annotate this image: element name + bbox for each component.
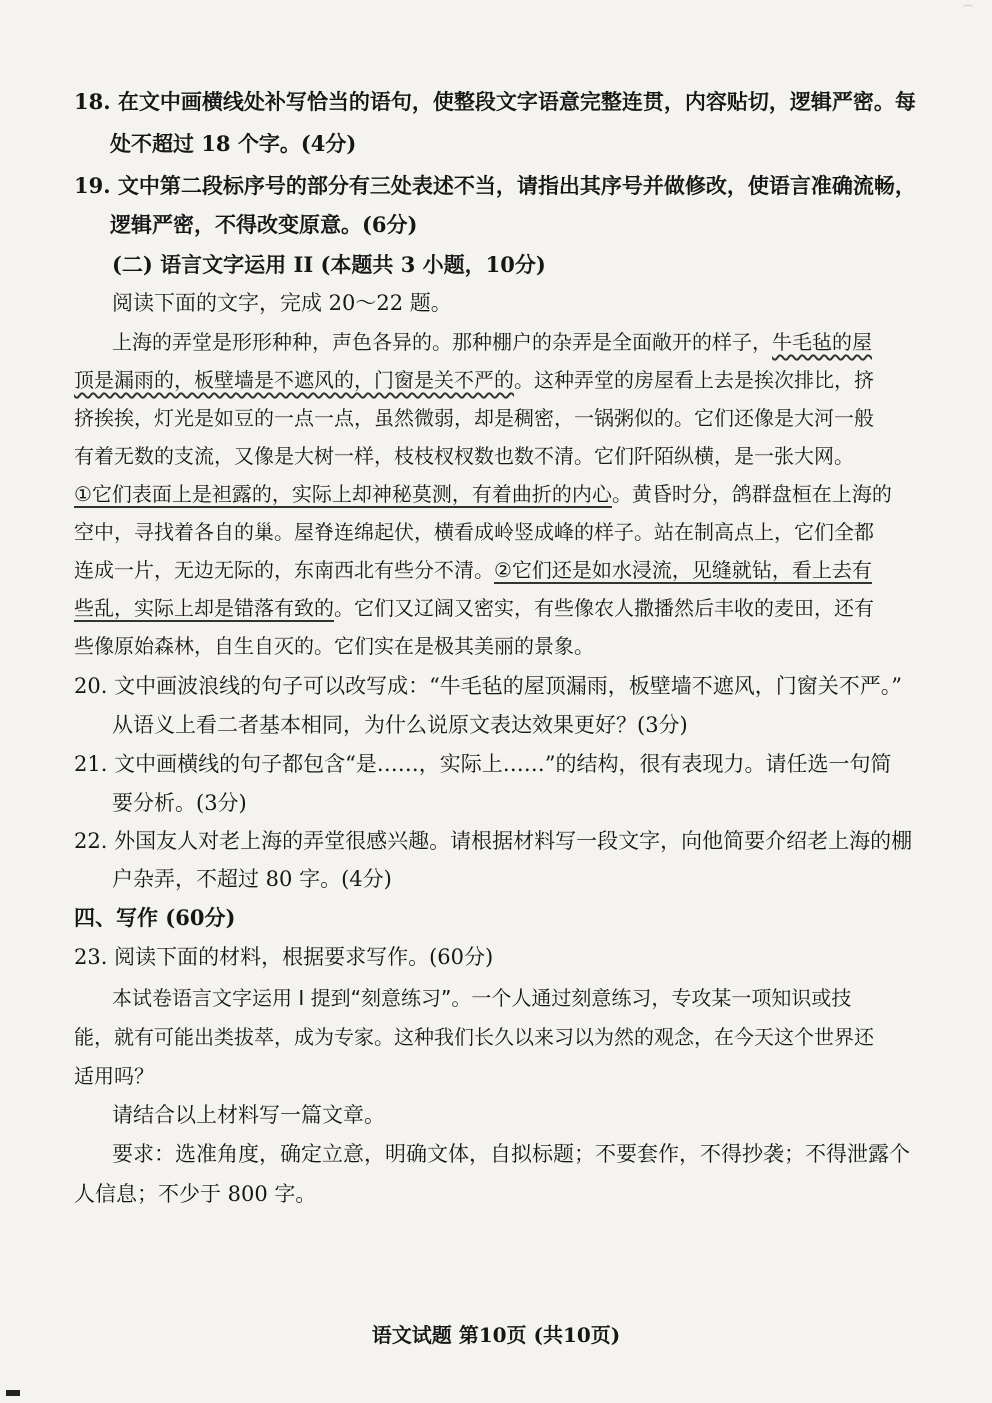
- underlined-sentence-1: ①它们表面上是袒露的，实际上却神秘莫测，有着曲折的内心: [74, 482, 612, 506]
- material-line2: 能，就有可能出类拔萃，成为专家。这种我们长久以来习以为然的观念，在今天这个世界还: [74, 1025, 874, 1049]
- passage-line4: 有着无数的支流，又像是大树一样，枝枝杈杈数也数不清。它们阡陌纵横，是一张大网。: [74, 444, 854, 468]
- q20-line2: 从语义上看二者基本相同，为什么说原文表达效果更好？(3分): [112, 713, 688, 737]
- q21-line2: 要分析。(3分): [112, 791, 247, 815]
- q21-line1: 21. 文中画横线的句子都包含“是……，实际上……”的结构，很有表现力。请任选一句简: [74, 752, 892, 776]
- passage-text: 。这种弄堂的房屋看上去是挨次排比，挤: [514, 368, 874, 392]
- passage-text: 连成一片，无边无际的，东南西北有些分不清。: [74, 558, 494, 582]
- passage-line1: [112, 328, 872, 356]
- passage-line2: [74, 366, 874, 394]
- material-line3: 适用吗？: [74, 1064, 154, 1088]
- passage-line3: 挤挨挨，灯光是如豆的一点一点，虽然微弱，却是稠密，一锅粥似的。它们还像是大河一般: [74, 406, 874, 430]
- passage-text: 。它们又辽阔又密实，有些像农人撒播然后丰收的麦田，还有: [334, 596, 874, 620]
- task-line3: 人信息；不少于 800 字。: [74, 1182, 317, 1206]
- q18-line1: 18. 在文中画横线处补写恰当的语句，使整段文字语意完整连贯，内容贴切，逻辑严密。每: [74, 89, 916, 114]
- corner-mark: ⌒: [962, 4, 975, 18]
- passage-line8: [74, 594, 874, 622]
- page-footer: 语文试题 第10页 (共10页): [371, 1323, 621, 1347]
- passage-line6: 空中，寻找着各自的巢。屋脊连绵起伏，横看成岭竖成峰的样子。站在制高点上，它们全都: [74, 520, 874, 544]
- q23-prompt: 23. 阅读下面的材料，根据要求写作。(60分): [74, 945, 494, 969]
- task-line1: 请结合以上材料写一篇文章。: [112, 1103, 385, 1127]
- underlined-sentence-2: 些乱，实际上却是错落有致的: [74, 596, 334, 620]
- q22-line1: 22. 外国友人对老上海的弄堂很感兴趣。请根据材料写一段文字，向他简要介绍老上海的棚: [74, 829, 913, 853]
- q22-line2: 户杂弄，不超过 80 字。(4分): [112, 867, 392, 891]
- q19-line2: 逻辑严密，不得改变原意。(6分): [110, 212, 418, 237]
- section4-heading: 四、写作 (60分): [74, 905, 236, 930]
- q19-line1: 19. 文中第二段标序号的部分有三处表述不当，请指出其序号并做修改，使语言准确流畅，: [74, 173, 916, 198]
- q20-line1: 20. 文中画波浪线的句子可以改写成：“牛毛毡的屋顶漏雨，板壁墙不遮风，门窗关不严。”: [74, 674, 903, 698]
- passage-line9: 些像原始森林，自生自灭的。它们实在是极其美丽的景象。: [74, 634, 594, 658]
- passage-line7: [74, 556, 872, 584]
- wavy-underlined-sentence: 顶是漏雨的，板壁墙是不遮风的，门窗是关不严的: [74, 368, 514, 392]
- passage-line5: [74, 480, 892, 508]
- q18-line2: 处不超过 18 个字。(4分): [110, 131, 357, 156]
- underlined-sentence-2: ②它们还是如水浸流，见缝就钻，看上去有: [494, 558, 872, 582]
- task-line2: 要求：选准角度，确定立意，明确文体，自拟标题；不要套作，不得抄袭；不得泄露个: [112, 1142, 910, 1166]
- section2-heading: (二) 语言文字运用 II (本题共 3 小题，10分): [112, 252, 546, 277]
- scan-mark: [6, 1390, 20, 1396]
- material-line1: 本试卷语言文字运用 I 提到“刻意练习”。一个人通过刻意练习，专攻某一项知识或技: [112, 986, 852, 1010]
- passage-text: 上海的弄堂是形形种种，声色各异的。那种棚户的杂弄是全面敞开的样子，: [112, 330, 772, 354]
- wavy-underlined-sentence: 牛毛毡的屋: [772, 330, 872, 354]
- passage-text: 。黄昏时分，鸽群盘桓在上海的: [611, 482, 892, 506]
- section2-instruction: 阅读下面的文字，完成 20～22 题。: [112, 291, 452, 315]
